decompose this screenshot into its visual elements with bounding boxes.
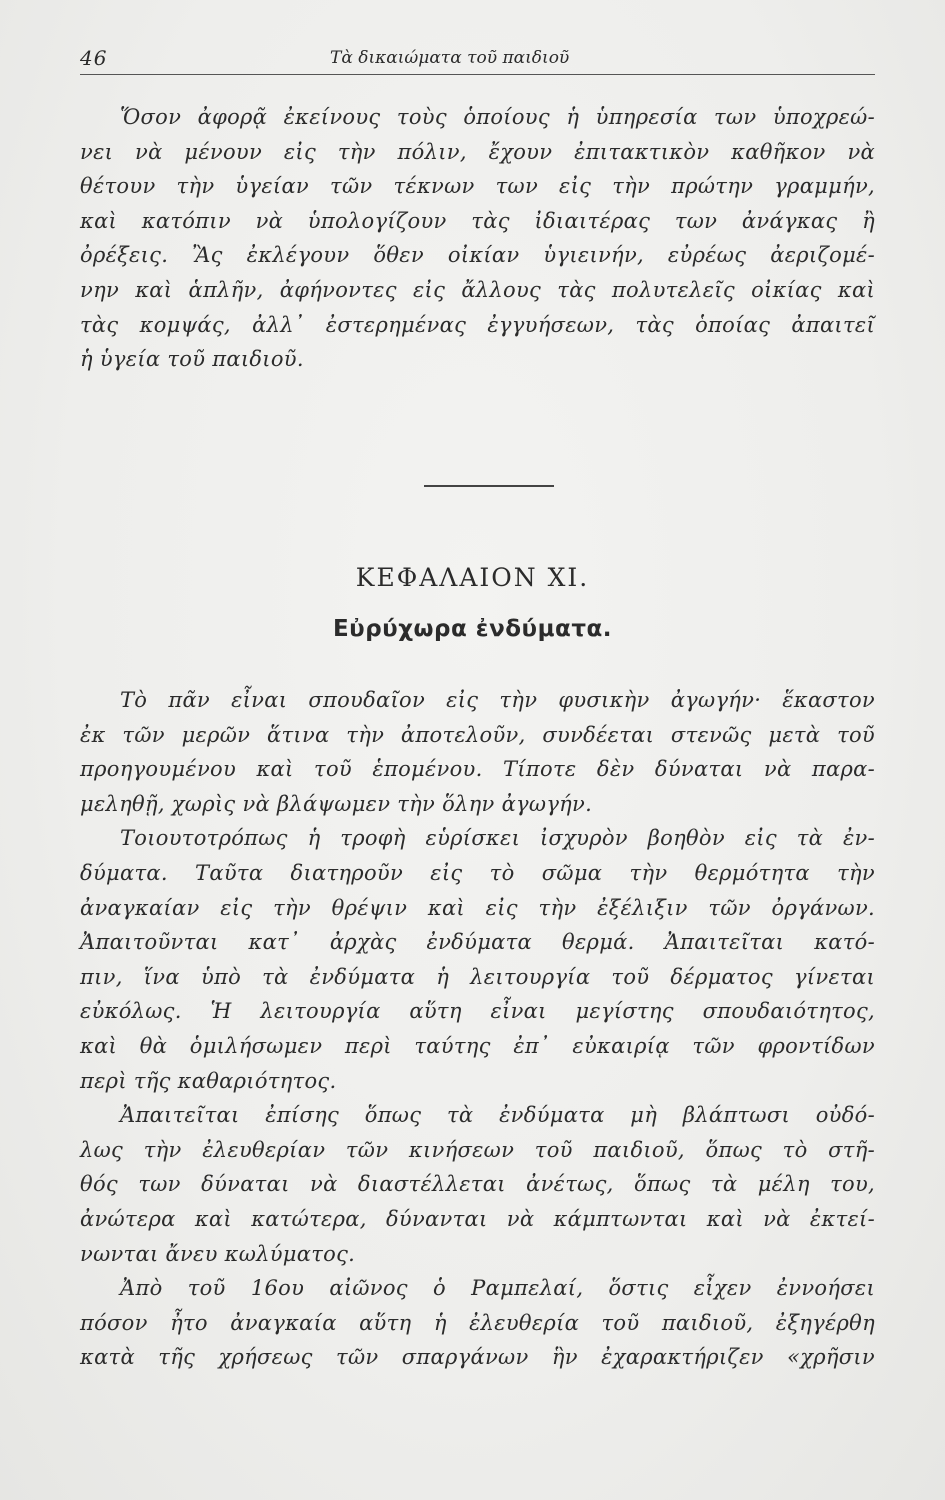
section-divider [424, 485, 554, 487]
text-line: τὰς κομψάς, ἀλλ᾽ ἐστερημένας ἐγγυήσεων, τὰς ὁποίας ἀπαιτεῖ [80, 312, 875, 337]
chapter-body [80, 683, 875, 1375]
chapter-subtitle: Εὐρύχωρα ἐνδύματα. [332, 616, 613, 642]
text-line: καὶ κατόπιν νὰ ὑπολογίζουν τὰς ἰδιαιτέρας των ἀνάγκας ἢ [80, 208, 875, 233]
text-line: πόσον ἦτο ἀναγκαία αὕτη ἡ ἐλευθερία τοῦ παιδιοῦ, ἐξηγέρθη [80, 1310, 875, 1335]
text-line: ὀρέξεις. Ἂς ἐκλέγουν ὅθεν οἰκίαν ὑγιεινήν, εὐρέως ἀεριζομέ- [80, 243, 875, 268]
text-line: ἡ ὑγεία τοῦ παιδιοῦ. [80, 347, 304, 372]
text-line: πιν, ἵνα ὑπὸ τὰ ἐνδύματα ἡ λειτουργία τοῦ δέρματος γίνεται [80, 964, 875, 989]
text-line: θέτουν τὴν ὑγείαν τῶν τέκνων των εἰς τὴν πρώτην γραμμήν, [80, 174, 875, 199]
text-line: μεληθῇ, χωρὶς νὰ βλάψωμεν τὴν ὅλην ἀγωγήν. [80, 791, 593, 816]
text-line: δύματα. Ταῦτα διατηροῦν εἰς τὸ σῶμα τὴν θερμότητα τὴν [80, 860, 875, 885]
text-line: περὶ τῆς καθαριότητος. [80, 1068, 337, 1093]
text-line: Τοιουτοτρόπως ἡ τροφὴ εὑρίσκει ἰσχυρὸν βοηθὸν εἰς τὰ ἐν- [120, 826, 875, 851]
text-line: ἐκ τῶν μερῶν ἅτινα τὴν ἀποτελοῦν, συνδέεται στενῶς μετὰ τοῦ [80, 722, 875, 747]
text-line: κατὰ τῆς χρήσεως τῶν σπαργάνων ἣν ἐχαρακτήριζεν «χρῆσιν [80, 1345, 875, 1370]
text-line: νην καὶ ἁπλῆν, ἀφήνοντες εἰς ἄλλους τὰς πολυτελεῖς οἰκίας καὶ [80, 277, 875, 302]
text-line: ἀνώτερα καὶ κατώτερα, δύνανται νὰ κάμπτωνται καὶ νὰ ἐκτεί- [80, 1206, 875, 1231]
text-line: θός των δύναται νὰ διαστέλλεται ἀνέτως, ὅπως τὰ μέλη του, [80, 1172, 875, 1197]
text-line: καὶ θὰ ὁμιλήσωμεν περὶ ταύτης ἐπ᾽ εὐκαιρίᾳ τῶν φροντίδων [80, 1033, 875, 1058]
text-line: Ἀπαιτοῦνται κατ᾽ ἀρχὰς ἐνδύματα θερμά. Ἀπαιτεῖται κατό- [80, 930, 875, 955]
text-line: ἀναγκαίαν εἰς τὴν θρέψιν καὶ εἰς τὴν ἐξέλιξιν τῶν ὀργάνων. [80, 895, 875, 920]
text-line: Τὸ πᾶν εἶναι σπουδαῖον εἰς τὴν φυσικὴν ἀγωγήν· ἕκαστον [120, 688, 875, 712]
text-line: Ἀπὸ τοῦ 16ου αἰῶνος ὁ Ραμπελαί, ὅστις εἶχεν ἐννοήσει [120, 1276, 875, 1301]
text-line: νει νὰ μένουν εἰς τὴν πόλιν, ἔχουν ἐπιτακτικὸν καθῆκον νὰ [80, 139, 875, 164]
text-line: λως τὴν ἐλευθερίαν τῶν κινήσεων τοῦ παιδιοῦ, ὅπως τὸ στῆ- [80, 1137, 875, 1162]
page-header [80, 44, 875, 75]
chapter-heading: ΚΕΦΑΛΑΙΟΝ ΧΙ. [355, 563, 590, 592]
text-line: νωνται ἄνευ κωλύματος. [80, 1241, 356, 1266]
text-line: εὐκόλως. Ἡ λειτουργία αὕτη εἶναι μεγίστης σπουδαιότητος, [80, 999, 875, 1024]
page-number: 46 [80, 46, 108, 70]
paragraph-housing [80, 100, 875, 377]
text-line: προηγουμένου καὶ τοῦ ἑπομένου. Τίποτε δὲν δύναται νὰ παρα- [80, 757, 875, 782]
text-line: Ὅσον ἀφορᾷ ἐκείνους τοὺς ὁποίους ἡ ὑπηρεσία των ὑποχρεώ- [120, 105, 875, 129]
running-title: Τὰ δικαιώματα τοῦ παιδιοῦ [330, 48, 570, 68]
text-line: Ἀπαιτεῖται ἐπίσης ὅπως τὰ ἐνδύματα μὴ βλάπτωσι οὐδό- [120, 1103, 875, 1128]
